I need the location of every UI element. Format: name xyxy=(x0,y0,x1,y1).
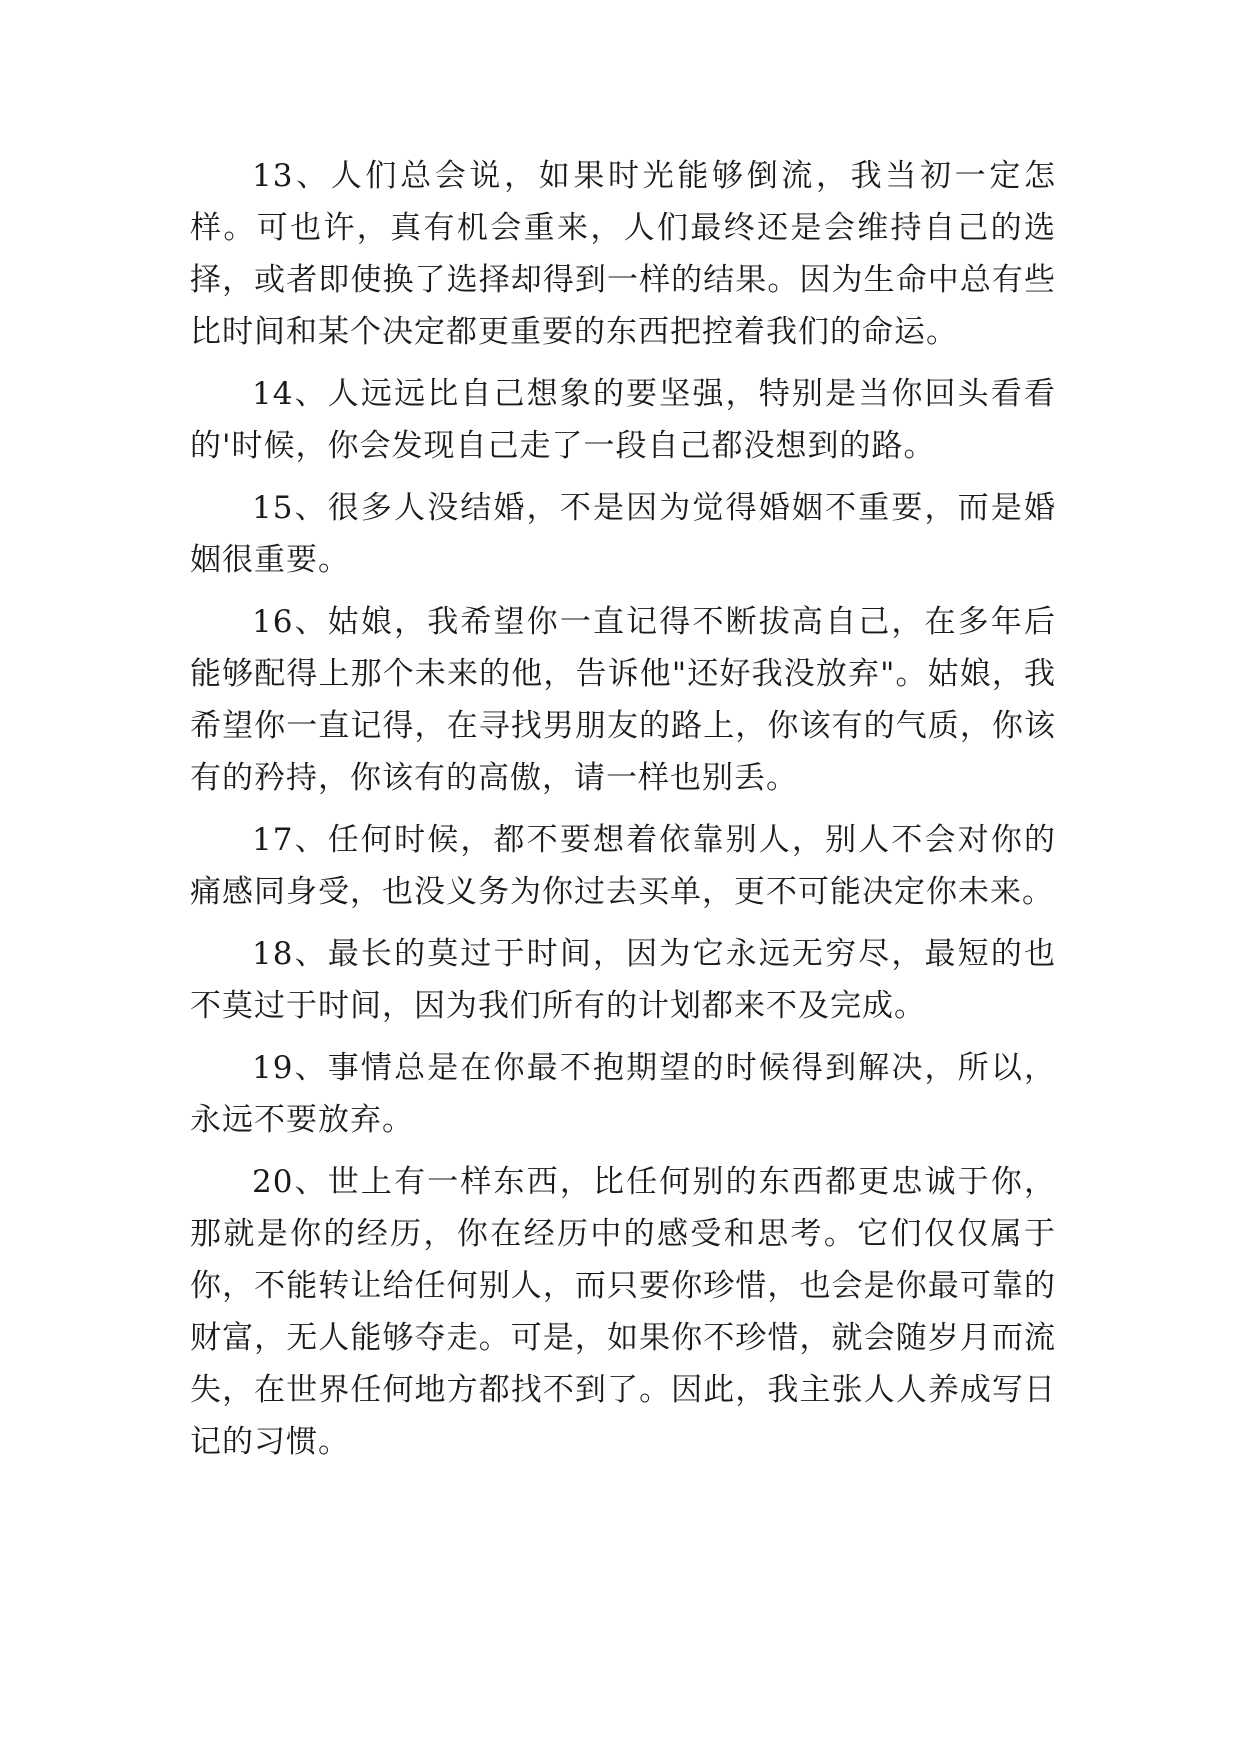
paragraph-19: 19、事情总是在你最不抱期望的时候得到解决，所以，永远不要放弃。 xyxy=(190,1050,1056,1138)
paragraph-16: 16、姑娘，我希望你一直记得不断拔高自己，在多年后能够配得上那个未来的他，告诉他"还好我没放弃"。姑娘，我希望你一直记得，在寻找男朋友的路上，你该有的气质，你该有的矜持，你该有的高傲，请一样也别丢。 xyxy=(190,604,1056,796)
paragraph-20: 20、世上有一样东西，比任何别的东西都更忠诚于你，那就是你的经历，你在经历中的感受和思考。它们仅仅属于你，不能转让给任何别人，而只要你珍惜，也会是你最可靠的财富，无人能够夺走。可是，如果你不珍惜，就会随岁月而流失，在世界任何地方都找不到了。因此，我主张人人养成写日记的习惯。 xyxy=(190,1164,1056,1460)
document-body xyxy=(190,150,1056,1478)
paragraph-18: 18、最长的莫过于时间，因为它永远无穷尽，最短的也不莫过于时间，因为我们所有的计划都来不及完成。 xyxy=(190,936,1056,1024)
paragraph-13: 13、人们总会说，如果时光能够倒流，我当初一定怎样。可也许，真有机会重来，人们最终还是会维持自己的选择，或者即使换了选择却得到一样的结果。因为生命中总有些比时间和某个决定都更重要的东西把控着我们的命运。 xyxy=(190,158,1056,350)
paragraph-15: 15、很多人没结婚，不是因为觉得婚姻不重要，而是婚姻很重要。 xyxy=(190,490,1056,578)
paragraph-14: 14、人远远比自己想象的要坚强，特别是当你回头看看的'时候，你会发现自己走了一段自己都没想到的路。 xyxy=(190,376,1056,464)
paragraph-17: 17、任何时候，都不要想着依靠别人，别人不会对你的痛感同身受，也没义务为你过去买单，更不可能决定你未来。 xyxy=(190,822,1056,910)
